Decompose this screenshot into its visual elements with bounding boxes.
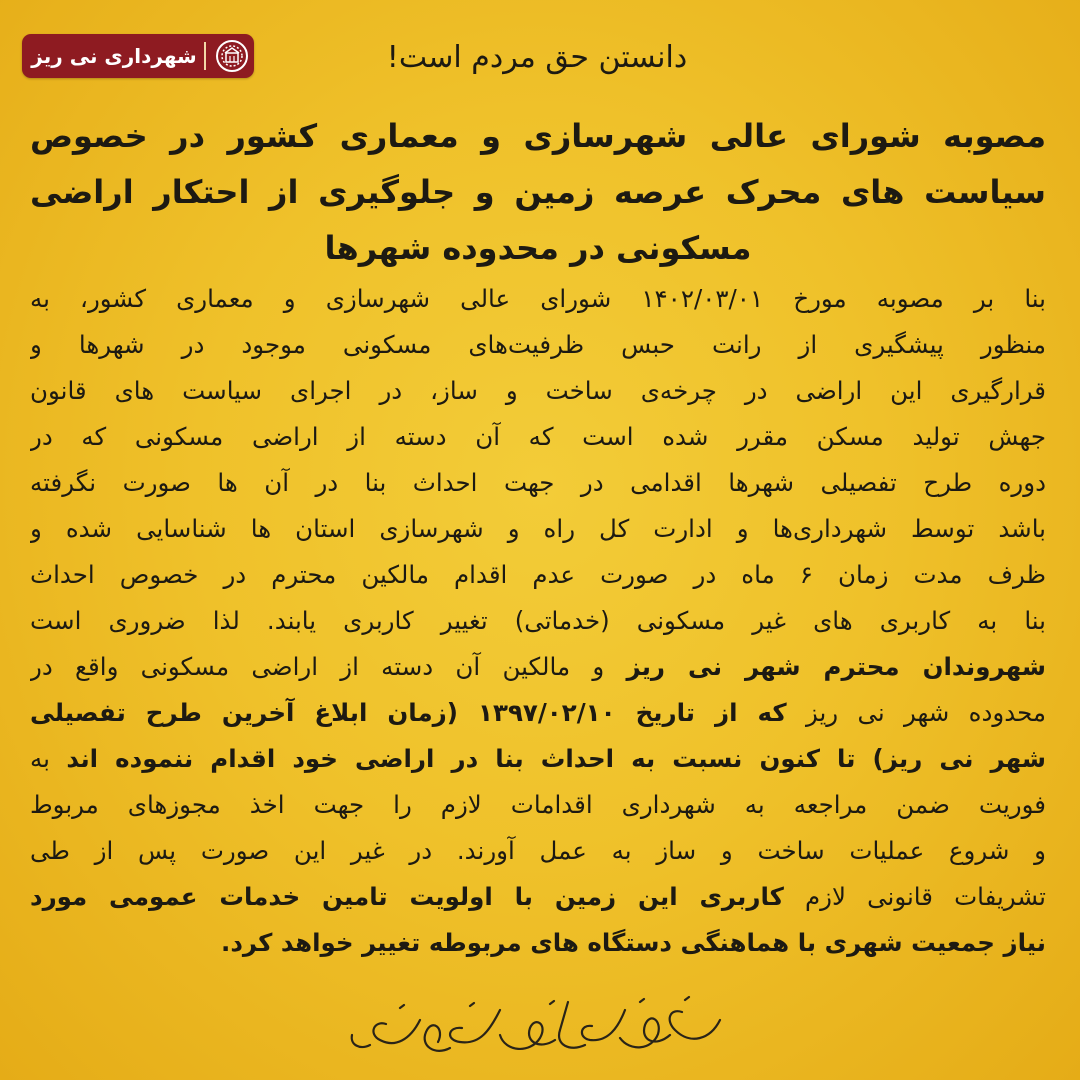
body-text: و مالکین آن دسته از اراضی مسکونی واقع در xyxy=(30,652,627,681)
body-line: قرارگیری این اراضی در چرخه‌ی ساخت و ساز، در اجرای سیاست های قانون xyxy=(30,376,1046,405)
body-line: منظور پیشگیری از رانت حبس ظرفیت‌های مسکونی موجود در شهرها و xyxy=(30,330,1046,359)
body-line: دوره طرح تفصیلی شهرها اقدامی در جهت احداث بنا در آن ها صورت نگرفته xyxy=(30,468,1046,497)
body-line: فوریت ضمن مراجعه به شهرداری اقدامات لازم را جهت اخذ مجوزهای مربوط xyxy=(30,790,1046,819)
municipality-logo xyxy=(22,34,254,78)
body-line xyxy=(30,644,1046,690)
title-line-3: مسکونی در محدوده شهرها xyxy=(324,229,752,267)
title-line-1: مصوبه شورای عالی شهرسازی و معماری کشور در خصوص xyxy=(30,117,1046,155)
municipality-emblem-icon xyxy=(210,34,254,78)
body-line: باشد توسط شهرداری‌ها و ادارت کل راه و شهرسازی استان ها شناسایی شده و xyxy=(30,514,1046,543)
calligraphy-signature xyxy=(340,990,730,1060)
body-bold-text: شهروندان محترم شهر نی ریز xyxy=(626,652,1046,681)
logo-divider xyxy=(204,42,206,70)
announcement-body xyxy=(30,276,1046,966)
body-text: به xyxy=(30,744,67,773)
body-line: بنا به کاربری های غیر مسکونی (خدماتی) تغییر کاربری یابند. لذا ضروری است xyxy=(30,606,1046,635)
body-line: بنا بر مصوبه مورخ ۱۴۰۲/۰۳/۰۱ شورای عالی شهرسازی و معماری کشور، به xyxy=(30,284,1046,313)
body-line xyxy=(30,736,1046,782)
page-title xyxy=(30,108,1046,276)
body-bold-text: که از تاریخ ۱۳۹۷/۰۲/۱۰ (زمان ابلاغ آخرین طرح تفصیلی xyxy=(30,698,787,727)
body-line xyxy=(30,920,1046,966)
body-line: ظرف مدت زمان ۶ ماه در صورت عدم اقدام مالکین محترم در خصوص احداث xyxy=(30,560,1046,589)
body-line xyxy=(30,874,1046,920)
body-line xyxy=(30,690,1046,736)
title-line-2: سیاست های محرک عرصه زمین و جلوگیری از احتکار اراضی xyxy=(30,173,1046,211)
body-line: و شروع عملیات ساخت و ساز به عمل آورند. در غیر این صورت پس از طی xyxy=(30,836,1046,865)
body-text: تشریفات قانونی لازم xyxy=(783,882,1046,911)
body-line: جهش تولید مسکن مقرر شده است که آن دسته از اراضی مسکونی که در xyxy=(30,422,1046,451)
body-bold-text: نیاز جمعیت شهری با هماهنگی دستگاه های مربوطه تغییر خواهد کرد. xyxy=(221,928,1046,957)
body-bold-text: کاربری این زمین با اولویت تامین خدمات عمومی مورد xyxy=(30,882,784,911)
logo-text: شهرداری نی ریز xyxy=(31,44,197,68)
body-bold-text: شهر نی ریز) تا کنون نسبت به احداث بنا در اراضی خود اقدام ننموده اند xyxy=(66,744,1046,773)
body-text: محدوده شهر نی ریز xyxy=(786,698,1046,727)
slogan: دانستن حق مردم است! xyxy=(386,40,688,75)
